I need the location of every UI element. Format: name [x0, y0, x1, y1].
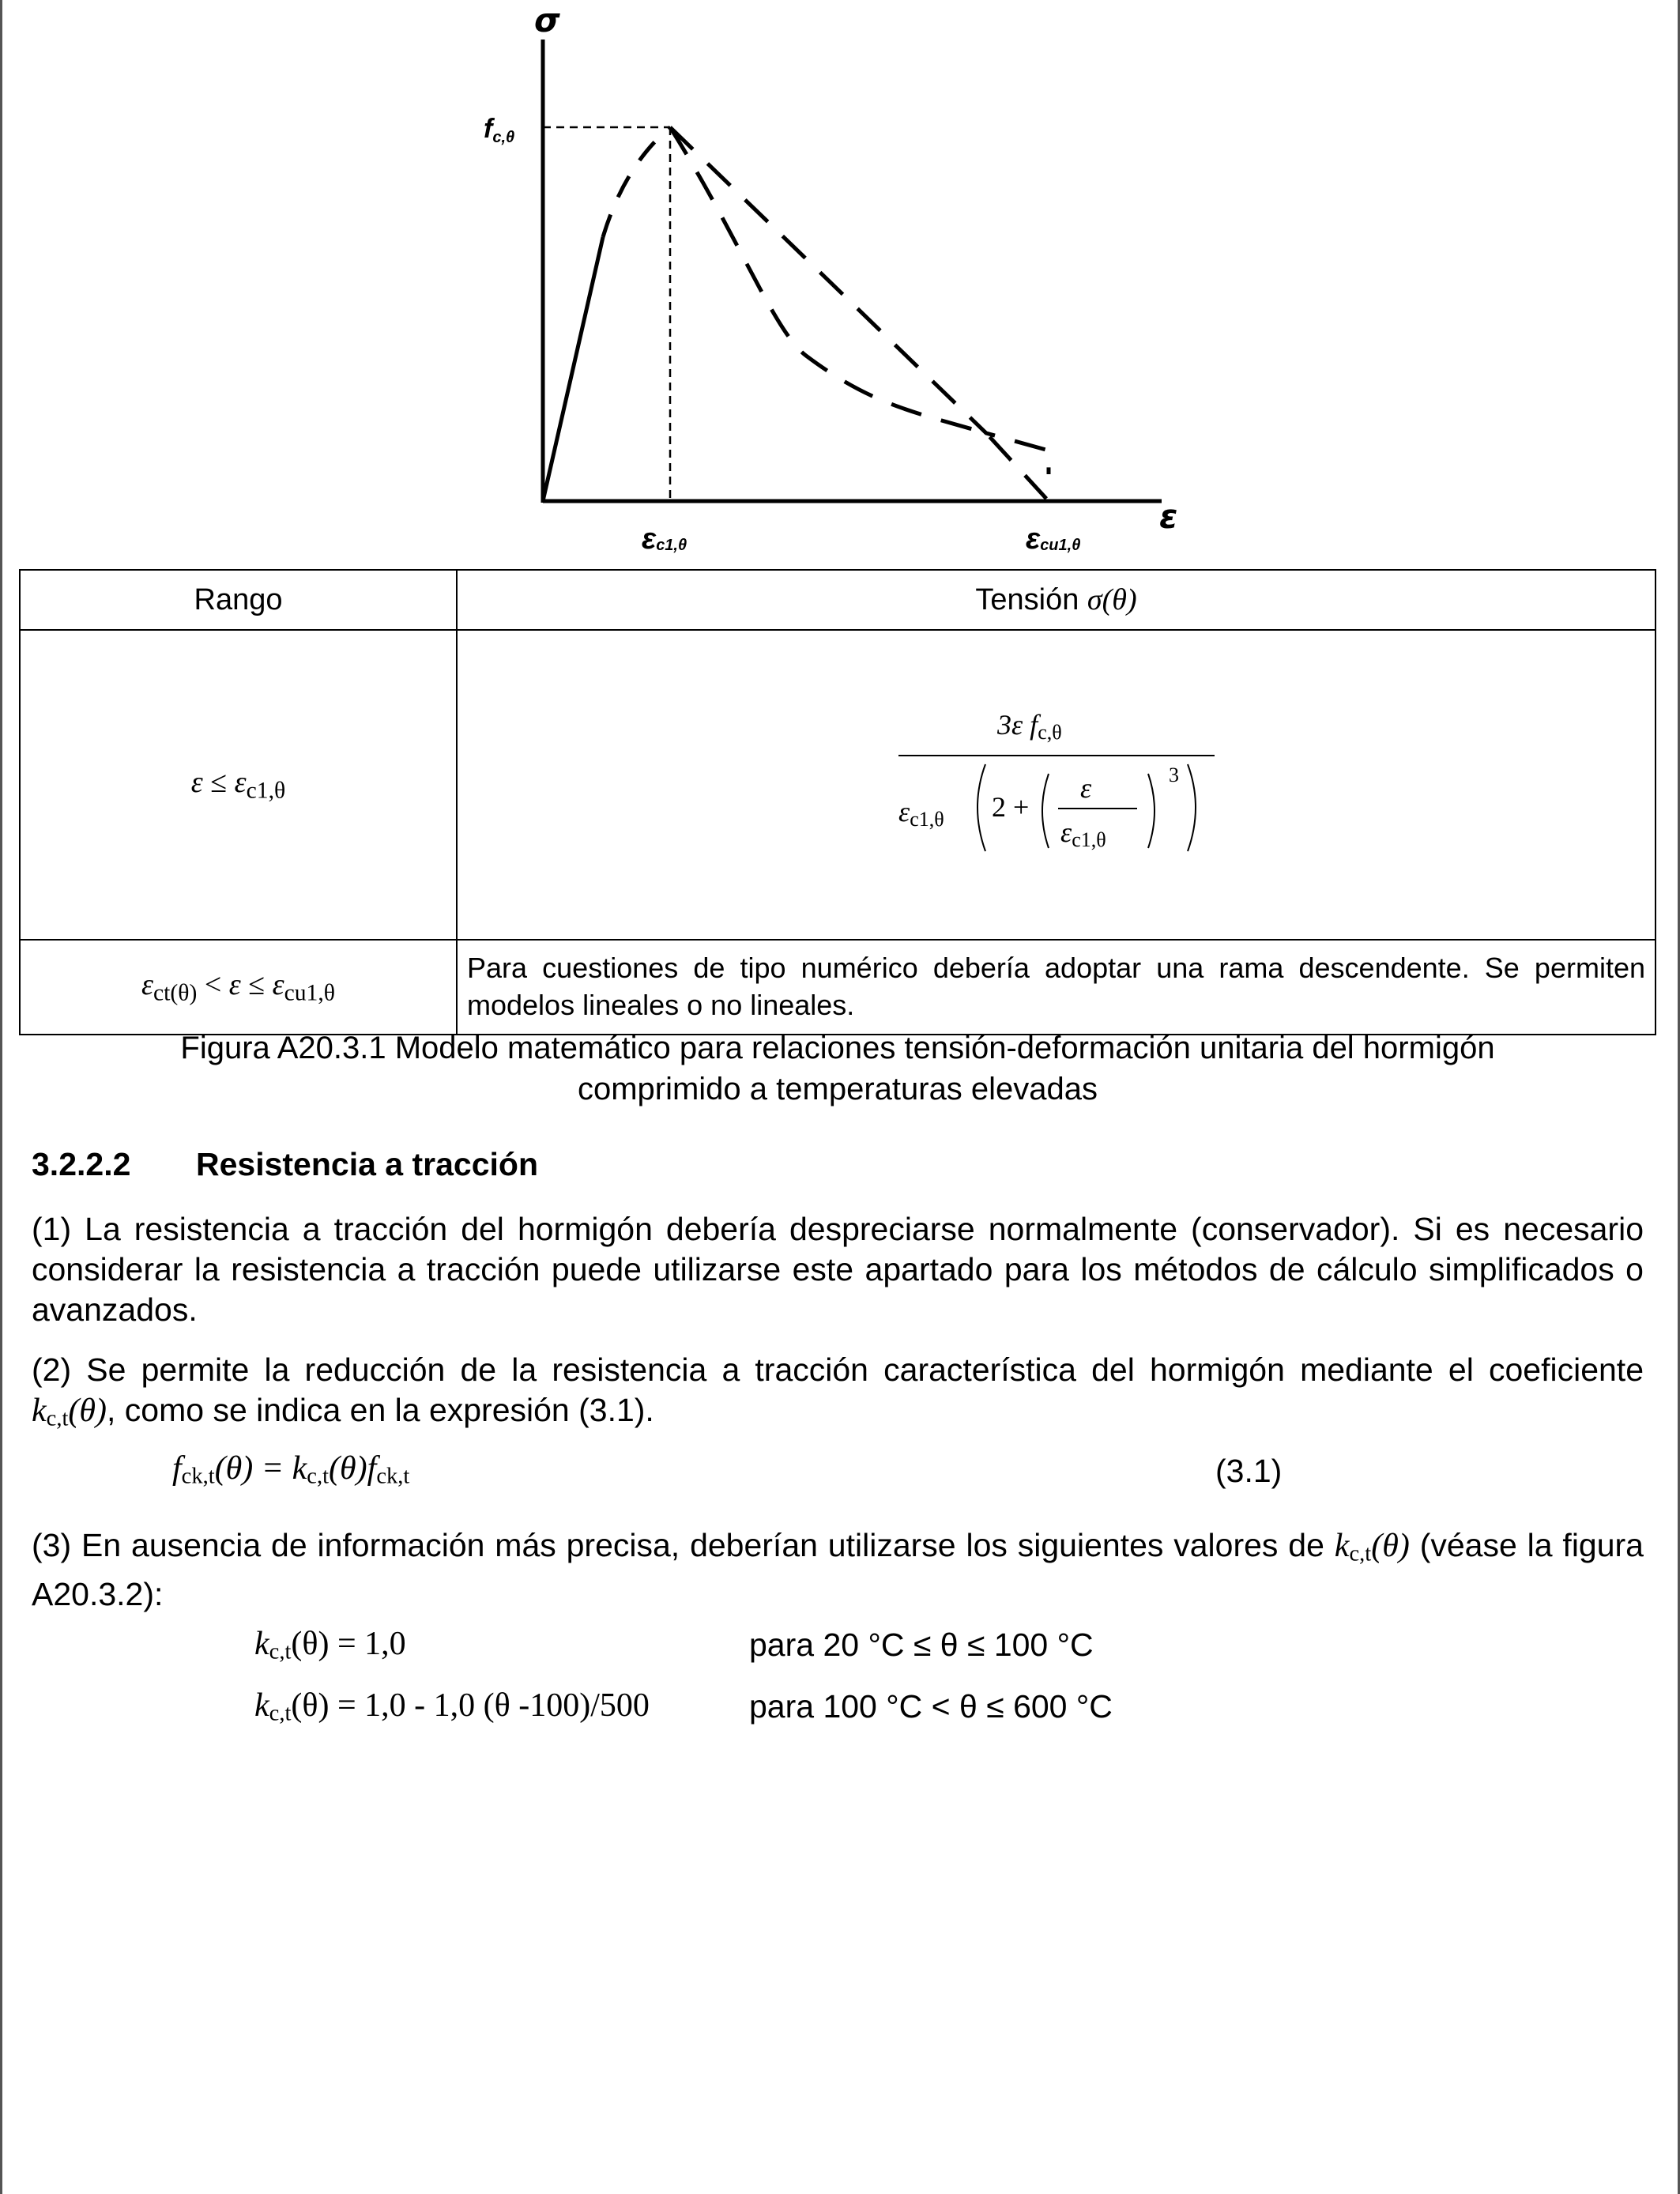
table-header-row — [20, 570, 1656, 630]
table-row — [20, 630, 1656, 940]
ultimate-strain-label: εcu1,θ — [1026, 522, 1081, 556]
kct-condition-1: para 20 °C ≤ θ ≤ 100 °C — [749, 1627, 1094, 1663]
kct-condition-2: para 100 °C < θ ≤ 600 °C — [749, 1688, 1113, 1725]
kct-value-2: kc,t(θ) = 1,0 - 1,0 (θ -100)/500 — [254, 1687, 650, 1726]
svg-text:3: 3 — [1168, 763, 1179, 786]
equation-number: (3.1) — [1215, 1453, 1283, 1489]
kct-value-1: kc,t(θ) = 1,0 — [254, 1626, 406, 1664]
svg-text:2 +: 2 + — [991, 790, 1029, 823]
range-cell-ascending: $\varepsilon \le \varepsilon_{c1,\theta}$ — [20, 630, 457, 940]
linear-descending-branch — [670, 127, 1049, 474]
range-cell-descending: $\varepsilon_{ct(\theta)} < \varepsilon \le \varepsilon_{cu1,\theta}$ — [20, 940, 457, 1035]
paragraph-2: (2) Se permite la reducción de la resistencia a tracción característica del hormigón mediante el coeficiente kc,t(θ), como se indica en la expresión (3.1). — [32, 1351, 1644, 1431]
table-row — [20, 940, 1656, 1035]
sigma-axis-label: σ — [534, 1, 560, 40]
peak-strain-label: εc1,θ — [642, 522, 687, 556]
svg-text:εc1,θ: εc1,θ — [898, 795, 944, 831]
nonlinear-ascending-branch — [603, 127, 670, 237]
header-stress: Tensión σ(θ) — [457, 570, 1656, 630]
stress-strain-diagram — [0, 0, 1680, 569]
stress-formula-cell — [457, 630, 1656, 940]
section-heading — [32, 1146, 538, 1183]
figure-caption: Figura A20.3.1 Modelo matemático para relaciones tensión-deformación unitaria del hormigón comprimido a temperaturas elevadas — [180, 1031, 1495, 1106]
paragraph-3: (3) En ausencia de información más precisa, deberían utilizarse los siguientes valores de kc,t(θ) (véase la figura A20.3.2): — [32, 1527, 1644, 1612]
epsilon-axis-label: ε — [1159, 497, 1178, 536]
stress-formula — [891, 696, 1222, 870]
svg-text:εc1,θ: εc1,θ — [1060, 816, 1106, 851]
svg-text:ε: ε — [1079, 771, 1091, 804]
linear-ascending-branch — [543, 237, 603, 501]
svg-text:3ε fc,θ: 3ε fc,θ — [996, 708, 1062, 744]
section-title: Resistencia a tracción — [196, 1146, 538, 1182]
equation-3-1: fck,t(θ) = kc,t(θ)fck,t — [172, 1450, 410, 1489]
header-range: Rango — [20, 570, 457, 630]
paragraph-1: (1) La resistencia a tracción del hormigón debería despreciarse normalmente (conservador). Si es necesario considerar la resistencia a tracción puede utilizarse este apartado para los métodos de cálculo simplificados o avanzados. — [32, 1211, 1644, 1328]
descending-branch-note: Para cuestiones de tipo numérico debería adoptar una rama descendente. Se permiten modelos lineales o no lineales. — [457, 940, 1656, 1035]
stress-range-table — [19, 569, 1656, 1035]
peak-stress-label: fc,θ — [484, 114, 515, 146]
section-number: 3.2.2.2 — [32, 1146, 131, 1182]
